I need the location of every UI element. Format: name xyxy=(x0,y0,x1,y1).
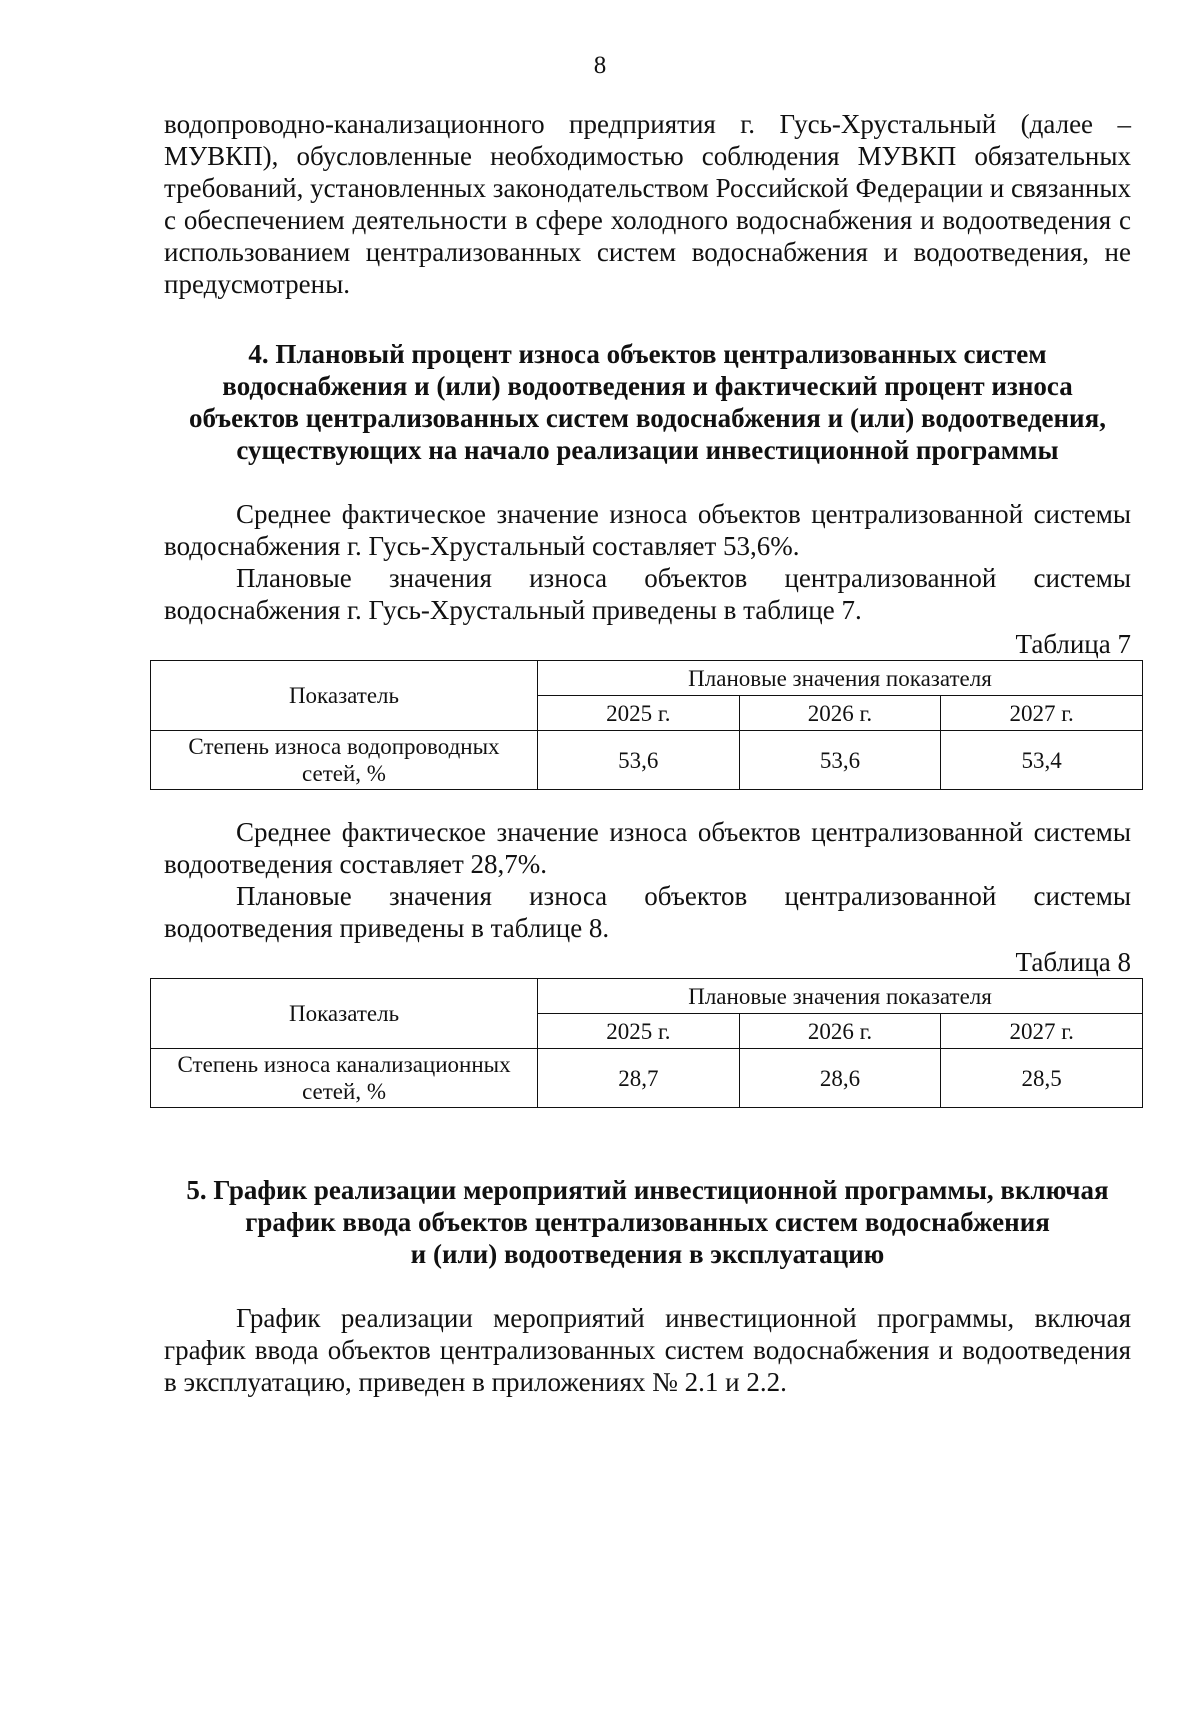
table-header-indicator: Показатель xyxy=(151,661,538,731)
section-5-heading-line: график ввода объектов централизованных систем водоснабжения xyxy=(245,1207,1050,1237)
table-cell-value: 28,5 xyxy=(941,1049,1143,1108)
section-5-heading-line: 5. График реализации мероприятий инвестиционной программы, включая xyxy=(186,1175,1109,1205)
page-content xyxy=(164,108,1131,1398)
section-4-heading-line: объектов централизованных систем водоснабжения и (или) водоотведения, xyxy=(189,403,1106,433)
section-4-heading xyxy=(164,338,1131,466)
section-4-heading-line: 4. Плановый процент износа объектов централизованных систем xyxy=(248,339,1047,369)
section-5-paragraph-1: График реализации мероприятий инвестиционной программы, включая график ввода объектов централизованных систем водоснабжения и водоотведения в эксплуатацию, приведен в приложениях № 2.1 и 2.2. xyxy=(164,1303,1131,1397)
table-header-year: 2026 г. xyxy=(739,696,941,731)
table-7 xyxy=(150,660,1143,790)
table-row xyxy=(151,1049,1143,1108)
table-cell-value: 28,7 xyxy=(538,1049,740,1108)
page-number: 8 xyxy=(593,52,607,79)
table-row xyxy=(151,731,1143,790)
table-header-planned: Плановые значения показателя xyxy=(537,661,1142,696)
table-cell-value: 53,6 xyxy=(537,731,739,790)
section-4-paragraph-4: Плановые значения износа объектов централизованной системы водоотведения приведены в таблице 8. xyxy=(164,881,1131,943)
table-row-label: Степень износа канализационных сетей, % xyxy=(151,1049,538,1108)
table-row-label: Степень износа водопроводных сетей, % xyxy=(151,731,538,790)
section-4-paragraph-1: Среднее фактическое значение износа объектов централизованной системы водоснабжения г. Гусь-Хрустальный составляет 53,6%. xyxy=(164,499,1131,561)
table-8-caption: Таблица 8 xyxy=(1015,947,1131,977)
table-7-caption: Таблица 7 xyxy=(1015,629,1131,659)
table-cell-value: 53,4 xyxy=(941,731,1143,790)
section-5-heading xyxy=(164,1174,1131,1270)
intro-paragraph: водопроводно-канализационного предприятия г. Гусь-Хрустальный (далее – МУВКП), обусловленные необходимостью соблюдения МУВКП обязательных требований, установленных законодательством Российской Федерации и связанных с обеспечением деятельности в сфере холодного водоснабжения и водоотведения с использованием централизованных систем водоснабжения и водоотведения, не предусмотрены. xyxy=(164,109,1131,299)
table-header-year: 2027 г. xyxy=(941,696,1143,731)
section-4-heading-line: водоснабжения и (или) водоотведения и фактический процент износа xyxy=(222,371,1073,401)
section-4-paragraph-3: Среднее фактическое значение износа объектов централизованной системы водоотведения составляет 28,7%. xyxy=(164,817,1131,879)
table-cell-value: 53,6 xyxy=(739,731,941,790)
table-header-year: 2025 г. xyxy=(538,1014,740,1049)
table-cell-value: 28,6 xyxy=(739,1049,941,1108)
table-header-year: 2027 г. xyxy=(941,1014,1143,1049)
table-header-year: 2026 г. xyxy=(739,1014,941,1049)
table-header-year: 2025 г. xyxy=(537,696,739,731)
table-8 xyxy=(150,978,1143,1108)
table-header-indicator: Показатель xyxy=(151,979,538,1049)
section-4-paragraph-2: Плановые значения износа объектов централизованной системы водоснабжения г. Гусь-Хрустальный приведены в таблице 7. xyxy=(164,563,1131,625)
section-4-heading-line: существующих на начало реализации инвестиционной программы xyxy=(236,435,1059,465)
table-header-planned: Плановые значения показателя xyxy=(538,979,1143,1014)
section-5-heading-line: и (или) водоотведения в эксплуатацию xyxy=(410,1239,885,1269)
